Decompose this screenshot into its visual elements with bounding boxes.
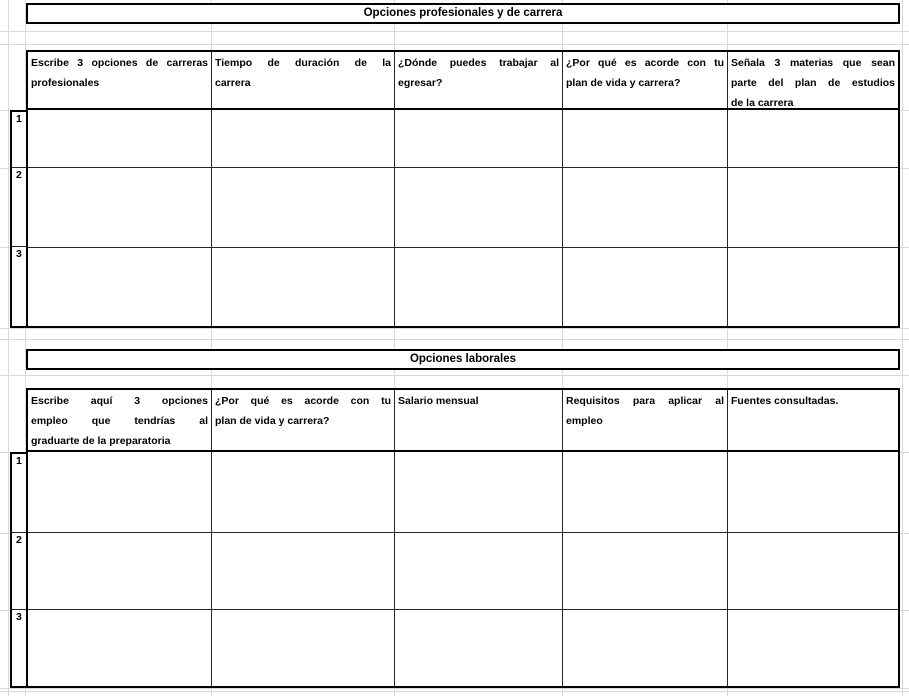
header-line: Escribe 3 opciones de carreras bbox=[31, 57, 208, 69]
header-line: Fuentes consultadas. bbox=[731, 395, 839, 407]
header-line: Señala 3 materias que sean bbox=[731, 57, 895, 69]
header-line: parte del plan de estudios bbox=[731, 77, 895, 89]
table1-cell-r2c4[interactable] bbox=[563, 168, 728, 248]
table1-cell-r1c3[interactable] bbox=[395, 110, 563, 168]
table1-header-carreras bbox=[28, 52, 212, 110]
header-line: egresar? bbox=[398, 77, 443, 89]
table2-title-text: Opciones laborales bbox=[409, 353, 517, 365]
table2-header-salario bbox=[395, 390, 563, 452]
table2-cell-r2c2[interactable] bbox=[212, 533, 395, 610]
table1-cell-r2c5[interactable] bbox=[728, 168, 898, 248]
header-line: empleo que tendrías al bbox=[31, 415, 208, 427]
gridline bbox=[0, 328, 909, 329]
table2-row-number: 1 bbox=[12, 454, 26, 533]
table2-cell-r2c4[interactable] bbox=[563, 533, 728, 610]
header-line: plan de vida y carrera? bbox=[215, 415, 330, 427]
table2-cell-r2c3[interactable] bbox=[395, 533, 563, 610]
table1-header-donde-trabajar bbox=[395, 52, 563, 110]
gridline bbox=[902, 0, 903, 696]
table2-cell-r3c2[interactable] bbox=[212, 610, 395, 686]
table2-cell-r1c2[interactable] bbox=[212, 452, 395, 533]
header-line: graduarte de la preparatoria bbox=[31, 435, 171, 447]
table2 bbox=[26, 388, 900, 688]
table1-row-number: 1 bbox=[12, 112, 26, 168]
header-line: ¿Por qué es acorde con tu bbox=[566, 57, 724, 69]
table2-cell-r3c4[interactable] bbox=[563, 610, 728, 686]
table1-row-number: 3 bbox=[16, 248, 22, 260]
gridline bbox=[0, 339, 909, 340]
header-line: de la carrera bbox=[731, 97, 794, 109]
header-line: Escribe aquí 3 opciones bbox=[31, 395, 208, 407]
table1-title bbox=[26, 3, 900, 24]
table2-cell-r1c1[interactable] bbox=[28, 452, 212, 533]
table2-header-plan-vida bbox=[212, 390, 395, 452]
table2-row-number: 2 bbox=[12, 533, 26, 610]
header-line: Salario mensual bbox=[398, 395, 479, 407]
gridline bbox=[0, 31, 909, 32]
table1-cell-r2c2[interactable] bbox=[212, 168, 395, 248]
gridline bbox=[0, 691, 909, 692]
table2-cell-r2c1[interactable] bbox=[28, 533, 212, 610]
table2-cell-r3c3[interactable] bbox=[395, 610, 563, 686]
header-line: ¿Dónde puedes trabajar al bbox=[398, 57, 559, 69]
gridline bbox=[8, 0, 9, 696]
table2-cell-r1c3[interactable] bbox=[395, 452, 563, 533]
table1-row-number: 2 bbox=[12, 168, 26, 247]
table2-cell-r3c1[interactable] bbox=[28, 610, 212, 686]
table1-cell-r1c2[interactable] bbox=[212, 110, 395, 168]
header-line: empleo bbox=[566, 415, 603, 427]
table2-header-opciones-empleo bbox=[28, 390, 212, 452]
gridline bbox=[0, 375, 909, 376]
table1-cell-r2c1[interactable] bbox=[28, 168, 212, 248]
table1-header-materias bbox=[728, 52, 898, 110]
table2-cell-r3c5[interactable] bbox=[728, 610, 898, 686]
table1-cell-r3c5[interactable] bbox=[728, 248, 898, 326]
table1-cell-r3c2[interactable] bbox=[212, 248, 395, 326]
header-line: Requisitos para aplicar al bbox=[566, 395, 724, 407]
header-line: Tiempo de duración de la bbox=[215, 57, 391, 69]
table1-cell-r3c3[interactable] bbox=[395, 248, 563, 326]
table1-cell-r3c1[interactable] bbox=[28, 248, 212, 326]
table1-cell-r1c4[interactable] bbox=[563, 110, 728, 168]
table2-row-number: 3 bbox=[16, 611, 22, 623]
table1-header-duracion bbox=[212, 52, 395, 110]
table1-title-text: Opciones profesionales y de carrera bbox=[363, 7, 563, 19]
table2-header-fuentes bbox=[728, 390, 898, 452]
table2-cell-r2c5[interactable] bbox=[728, 533, 898, 610]
table1-cell-r3c4[interactable] bbox=[563, 248, 728, 326]
table2-cell-r1c5[interactable] bbox=[728, 452, 898, 533]
table2-header-requisitos bbox=[563, 390, 728, 452]
header-line: carrera bbox=[215, 77, 251, 89]
table1-cell-r1c5[interactable] bbox=[728, 110, 898, 168]
table2-title bbox=[26, 349, 900, 370]
gridline bbox=[0, 44, 909, 45]
gridline bbox=[0, 688, 909, 689]
table1-cell-r2c3[interactable] bbox=[395, 168, 563, 248]
table1-cell-r1c1[interactable] bbox=[28, 110, 212, 168]
header-line: plan de vida y carrera? bbox=[566, 77, 681, 89]
table1-header-plan-vida bbox=[563, 52, 728, 110]
table2-cell-r1c4[interactable] bbox=[563, 452, 728, 533]
header-line: ¿Por qué es acorde con tu bbox=[215, 395, 391, 407]
table1 bbox=[26, 50, 900, 328]
header-line: profesionales bbox=[31, 77, 100, 89]
